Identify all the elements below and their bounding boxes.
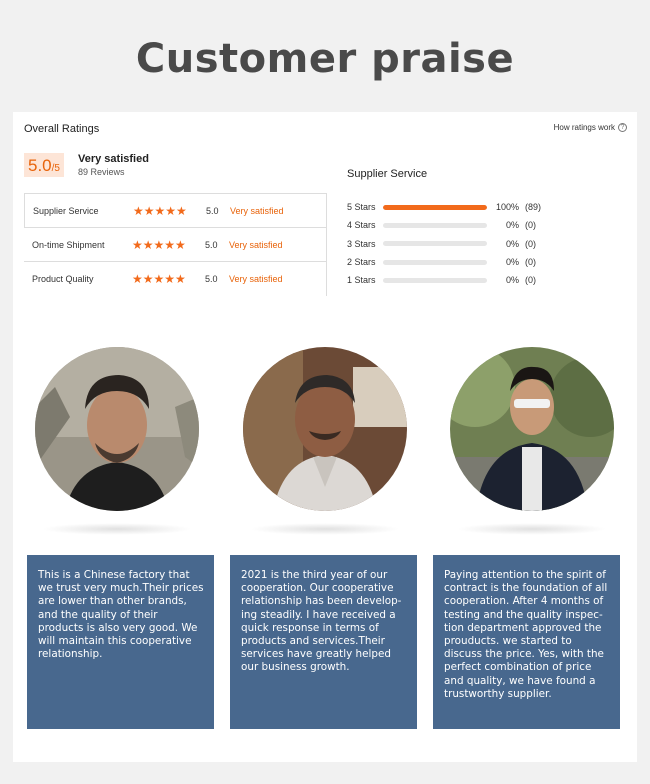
how-ratings-work-label: How ratings work [553,123,615,132]
star-rating-icon: ★★★★★ [132,272,186,286]
category-score: 5.0 [205,274,218,284]
category-score: 5.0 [205,239,218,250]
breakdown-label: 4 Stars [347,220,376,231]
photo-shadow [42,523,192,535]
breakdown-title: Supplier Service [347,168,428,180]
customer-photo-1 [35,347,199,511]
breakdown-count: (0) [525,275,536,286]
breakdown-row [347,235,607,253]
breakdown-row [347,198,607,216]
category-row-supplier-service[interactable] [24,194,326,228]
customer-photo-3 [450,347,614,511]
category-satisfaction: Very satisfied [230,205,284,216]
star-rating-icon: ★★★★★ [132,237,186,252]
breakdown-bar [383,278,487,283]
category-ratings-table [24,193,327,296]
breakdown-percent: 0% [505,275,519,286]
breakdown-count: (0) [525,220,536,231]
breakdown-percent: 0% [505,257,519,268]
breakdown-bar-fill [383,205,487,210]
score-denominator: /5 [51,163,60,174]
breakdown-label: 3 Stars [347,238,376,249]
testimonial-card: Paying attention to the spirit of contract is the foundation of all cooperation. After 4 months of testing and the quality inspec-tion department approved the prouducts. we started to discuss the price. Yes, with the perfect combination of price and quality, we have found a trustworthy supplier. [433,555,620,729]
breakdown-label: 1 Stars [347,275,376,286]
breakdown-bar [383,223,487,228]
category-row-product-quality[interactable] [24,262,326,296]
breakdown-percent: 0% [505,238,519,249]
category-label: On-time Shipment [32,239,105,250]
breakdown-count: (0) [525,257,536,268]
testimonial-card: 2021 is the third year of our cooperation. Our cooperative relationship has been develop-ing steadily. I have received a quick response in terms of products and services.Their services have greatly helped our business growth. [230,555,417,729]
score-label: Very satisfied [78,153,149,165]
score-badge [24,153,64,177]
category-row-on-time-shipment[interactable] [24,228,326,262]
breakdown-label: 5 Stars [347,202,376,213]
photo-shadow [457,523,607,535]
review-count: 89 Reviews [78,167,125,177]
breakdown-label: 2 Stars [347,257,376,268]
breakdown-row [347,253,607,271]
page-title: Customer praise [135,36,515,82]
how-ratings-work-link[interactable] [554,123,627,132]
breakdown-percent: 100% [495,202,519,213]
testimonial-card: This is a Chinese factory that we trust very much.Their prices are lower than other brands, and the quality of their products is also very good. We will maintain this cooperative relationship. [27,555,214,729]
overall-ratings-title: Overall Ratings [24,123,100,135]
category-label: Supplier Service [33,205,99,216]
breakdown-count: (0) [525,238,536,249]
category-satisfaction: Very satisfied [229,239,283,250]
score-value: 5.0 [28,156,52,175]
breakdown-row [347,216,607,234]
breakdown-count: (89) [525,202,542,213]
ratings-card [13,112,637,762]
customer-photo-2 [243,347,407,511]
photo-shadow [250,523,400,535]
star-breakdown [347,198,607,289]
category-satisfaction: Very satisfied [229,274,283,284]
help-icon: ? [618,123,627,132]
breakdown-bar [383,260,487,265]
category-score: 5.0 [206,205,219,216]
category-label: Product Quality [32,274,94,284]
breakdown-bar [383,205,487,210]
breakdown-percent: 0% [505,220,519,231]
breakdown-bar [383,241,487,246]
breakdown-row [347,271,607,289]
star-rating-icon: ★★★★★ [133,203,187,218]
